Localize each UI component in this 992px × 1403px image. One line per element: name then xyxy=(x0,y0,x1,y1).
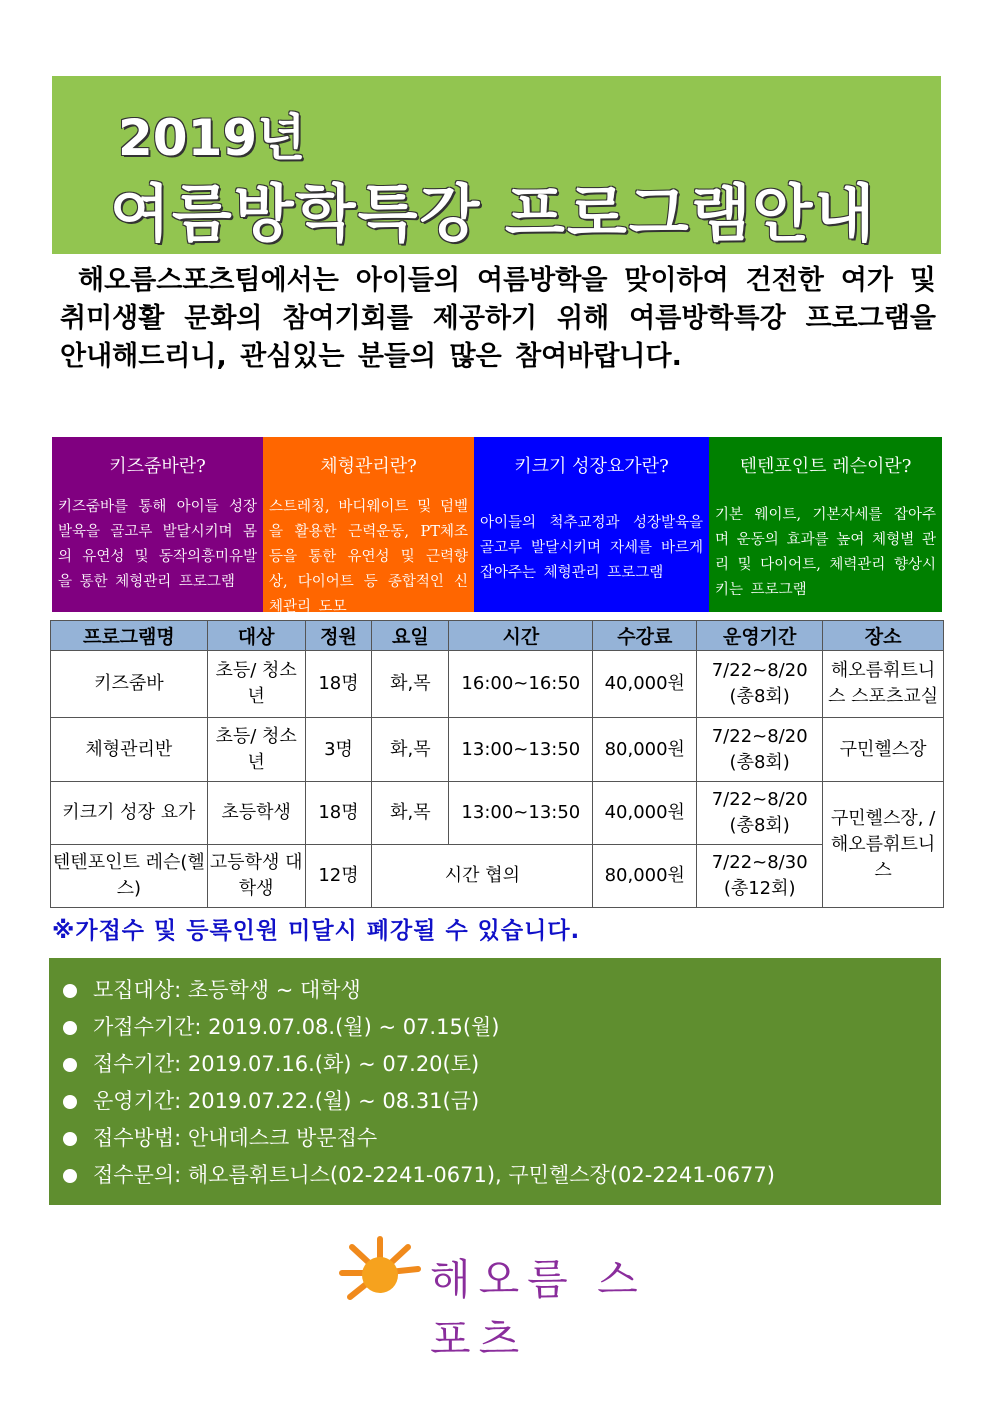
desc-title: 체형관리란? xyxy=(320,456,417,477)
cell: 13:00~13:50 xyxy=(449,718,593,782)
desc-text: 아이들의 척추교정과 성장발육을 골고루 발달시키며 자세를 바르게 잡아주는 체형관리 프로그램 xyxy=(480,515,703,581)
cancellation-notice: ※가접수 및 등록인원 미달시 폐강될 수 있습니다. xyxy=(52,918,581,944)
info-box xyxy=(49,958,941,1205)
info-item xyxy=(63,972,941,1009)
cell: 40,000원 xyxy=(593,782,697,845)
info-text: 운영기간: 2019.07.22.(월) ~ 08.31(금) xyxy=(93,1089,480,1113)
cell: 12명 xyxy=(305,845,372,908)
table-row xyxy=(51,651,944,718)
cell: 80,000원 xyxy=(593,845,697,908)
table-header xyxy=(51,621,944,651)
cell: 고등학생 대학생 xyxy=(207,845,305,908)
col-header: 운영기간 xyxy=(697,621,823,651)
cell: 화,목 xyxy=(372,782,449,845)
bullet-icon xyxy=(63,1021,77,1035)
cell: 7/22~8/20 (총8회) xyxy=(697,651,823,718)
info-text: 접수방법: 안내데스크 방문접수 xyxy=(93,1126,378,1150)
cell: 40,000원 xyxy=(593,651,697,718)
cell: 초등/ 청소년 xyxy=(207,718,305,782)
col-header: 대상 xyxy=(207,621,305,651)
desc-kids-zumba xyxy=(52,437,263,612)
col-header: 프로그램명 xyxy=(51,621,208,651)
cell: 키즈줌바 xyxy=(51,651,208,718)
desc-title: 텐텐포인트 레슨이란? xyxy=(739,456,912,477)
title-banner xyxy=(52,76,941,254)
page-title: 여름방학특강 프로그램안내 xyxy=(110,177,877,250)
cell: 7/22~8/30 (총12회) xyxy=(697,845,823,908)
col-header: 시간 xyxy=(449,621,593,651)
logo xyxy=(320,1225,672,1364)
info-item xyxy=(63,1120,941,1157)
cell: 16:00~16:50 xyxy=(449,651,593,718)
cell: 7/22~8/20 (총8회) xyxy=(697,718,823,782)
table-row xyxy=(51,718,944,782)
desc-yoga xyxy=(474,437,709,612)
desc-title: 키즈줌바란? xyxy=(109,456,206,477)
program-table xyxy=(50,620,944,908)
cell: 화,목 xyxy=(372,718,449,782)
bullet-icon xyxy=(63,1169,77,1183)
info-text: 접수기간: 2019.07.16.(화) ~ 07.20(토) xyxy=(93,1052,480,1076)
col-header: 수강료 xyxy=(593,621,697,651)
cell: 텐텐포인트 레슨(헬스) xyxy=(51,845,208,908)
cell: 18명 xyxy=(305,651,372,718)
cell: 화,목 xyxy=(372,651,449,718)
info-text: 가접수기간: 2019.07.08.(월) ~ 07.15(월) xyxy=(93,1015,500,1039)
logo-text: 해오름 스포츠 xyxy=(430,1255,646,1364)
cell: 초등학생 xyxy=(207,782,305,845)
bullet-icon xyxy=(63,1132,77,1146)
cell: 해오름휘트니스 스포츠교실 xyxy=(823,651,944,718)
bullet-icon xyxy=(63,984,77,998)
table-row xyxy=(51,782,944,845)
desc-text: 스트레칭, 바디웨이트 및 덤벨을 활용한 근력운동, PT체조 등을 통한 유연성 및 근력향상, 다이어트 등 종합적인 신체관리 도모 xyxy=(269,499,468,615)
cell: 18명 xyxy=(305,782,372,845)
program-descriptions xyxy=(52,437,942,615)
col-header: 장소 xyxy=(823,621,944,651)
info-item xyxy=(63,1046,941,1083)
bullet-icon xyxy=(63,1058,77,1072)
cell: 구민헬스장 xyxy=(823,718,944,782)
cell: 체형관리반 xyxy=(51,718,208,782)
cell: 구민헬스장, / 해오름휘트니스 xyxy=(823,782,944,908)
cell: 3명 xyxy=(305,718,372,782)
info-item xyxy=(63,1157,941,1194)
info-item xyxy=(63,1083,941,1120)
desc-text: 기본 웨이트, 기본자세를 잡아주며 운동의 효과를 높여 체형별 관리 및 다이어트, 체력관리 향상시키는 프로그램 xyxy=(715,507,936,598)
info-text: 모집대상: 초등학생 ~ 대학생 xyxy=(93,978,361,1002)
title-year: 2019년 xyxy=(118,109,306,167)
desc-tenten xyxy=(709,437,942,612)
col-header: 정원 xyxy=(305,621,372,651)
cell: 시간 협의 xyxy=(372,845,593,908)
info-text: 접수문의: 해오름휘트니스(02-2241-0671), 구민헬스장(02-2241-0677) xyxy=(93,1163,775,1187)
desc-body-care xyxy=(263,437,474,615)
cell: 13:00~13:50 xyxy=(449,782,593,845)
cell: 80,000원 xyxy=(593,718,697,782)
desc-text: 키즈줌바를 통해 아이들 성장발육을 골고루 발달시키며 몸의 유연성 및 동작의흥미유발을 통한 체형관리 프로그램 xyxy=(58,499,257,590)
desc-title: 키크기 성장요가란? xyxy=(514,456,669,477)
cell: 7/22~8/20 (총8회) xyxy=(697,782,823,845)
sun-icon xyxy=(320,1225,440,1320)
bullet-icon xyxy=(63,1095,77,1109)
intro-paragraph: 해오름스포츠팀에서는 아이들의 여름방학을 맞이하여 건전한 여가 및 취미생활 문화의 참여기회를 제공하기 위해 여름방학특강 프로그램을 안내해드리니, 관심있는 분들의 많은 참여바랍니다. xyxy=(60,265,936,372)
cell: 초등/ 청소년 xyxy=(207,651,305,718)
col-header: 요일 xyxy=(372,621,449,651)
cell: 키크기 성장 요가 xyxy=(51,782,208,845)
info-item xyxy=(63,1009,941,1046)
table-row xyxy=(51,845,944,908)
